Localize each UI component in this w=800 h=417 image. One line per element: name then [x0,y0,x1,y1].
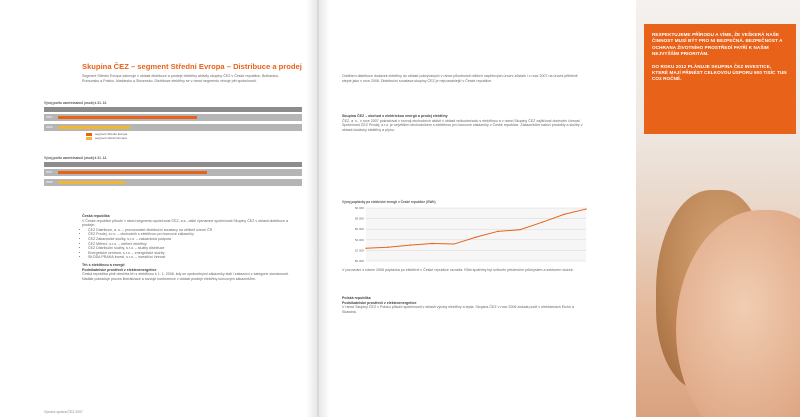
sub-heading: Trh s elektřinou a energií [82,262,125,267]
chart2-row-0 [44,169,302,176]
y-tick-label: 50 000 [354,259,364,263]
y-tick-label: 52 000 [354,248,364,253]
y-tick-label: 54 000 [354,237,364,242]
right-section-2 [342,114,588,132]
right-text-2: ČEZ, a. s., v roce 2007 pokračoval v rozvoji obchodních aktivit v oblasti velkoobchodu s elektřinou a v rámci Skupiny ČEZ zajišťoval obchodní činnost. Společnost ČEZ Prodej, s.r.o. je největším obchodníkem s elektřinou pro koncové zákazníky v České republice. Zákazníkům nabízí produkty a služby v oblasti dodávky elektřiny a plynu. [342,118,583,132]
list-item: • Energetické centrum, s.r.o. – energetické služby [88,251,296,256]
y-tick-label: 60 000 [354,206,364,210]
chart2-year-0: 2007 [46,170,53,174]
chart2-bar-1 [58,181,125,184]
highlight-text-1: RESPEKTUJEME PŘÍRODU A VÍME, ŽE VEŠKERÁ NAŠE ČINNOST MUSÍ BÝT PRO NI BEZPEČNÁ. BEZPEČNOST A OCHRANA ŽIVOTNÍHO PROSTŘEDÍ PATŘÍ K NAŠIM NEJVYŠŠÍM PRIORITÁM. [652,32,783,57]
plot-area [366,208,586,261]
legend-item-1: segment střední Evropa [86,136,127,140]
list-item: • ČEZ Zákaznické služby, s.r.o. – zákaznická podpora [88,237,296,242]
chart1-axis-band [44,107,302,112]
legend-item-0: segment Střední Evropa [86,132,127,136]
data-point [519,229,520,230]
right-heading-2: Skupina ČEZ – obchod s elektrickou energií a prodej elektřiny [342,114,448,118]
sub-heading-2: Podnikatelské prostředí v elektroenergetice [82,267,157,272]
y-tick-label: 58 000 [354,216,364,221]
chart2 [44,162,302,189]
list-item: • ČEZ Distribuce, a. s. – provozovatel distribuční soustavy na většině území ČR [88,228,296,233]
bullet-list [82,228,296,260]
chart2-bar-0 [58,171,207,174]
data-point [365,248,366,249]
chart1-row-1 [44,124,302,131]
right-heading-4: Polská republika [342,296,371,300]
right-text-1: Oddělení distribuce dodávek elektřiny do oblastí pokrývaných v rámci působnosti nižších napěťových úrovní zůstalo i v roce 2007 na úrovni přibližně stejné jako v roce 2006. Distribuční soustava skupiny ČEZ je nejrozsáhlejší v České republice. [342,74,578,83]
chart1-caption: Vývoj počtu zaměstnanců (osob) k 31. 12. [44,101,108,105]
chart1 [44,107,302,134]
data-point [453,243,454,244]
data-point [387,247,388,248]
chart2-year-1: 2006 [46,180,53,184]
highlight-box [644,24,796,134]
right-text-4: V rámci Skupiny ČEZ v Polsku působí společnosti v oblasti výroby elektřiny a tepla. Skupina ČEZ v roce 2006 získala podíl v elektrárnách Elcho a Skawina. [342,305,574,314]
section-heading: Česká republika [82,214,110,218]
data-point [409,244,410,245]
chart1-legend [86,132,127,141]
chart2-row-1 [44,179,302,186]
line-chart [342,205,592,265]
right-heading-4b: Podnikatelské prostředí v elektroenergetice [342,300,417,305]
y-tick-label: 56 000 [354,227,364,232]
data-point [585,208,586,209]
page-title: Skupina ČEZ – segment Střední Evropa – Distribuce a prodej [82,62,302,71]
chart2-axis-band [44,162,302,167]
chart1-year-1: 2006 [46,125,53,129]
footer: Výroční zpráva ČEZ 2007 [44,410,83,414]
data-point [563,214,564,215]
list-item: • SKODA PRAHA Invest, s.r.o. – investiční činnost [88,255,296,260]
chart1-bar-1 [58,126,130,129]
chart2-caption: Vývoj počtu zaměstnanců (osob) k 31. 12. [44,156,108,160]
intro-text: Segment Střední Evropa zahrnuje v oblasti distribuce a prodeje elektřiny aktivity skupiny ČEZ v České republice, Bulharsku, Rumunsku a Polsku. Maďarsko a Slovensko. Distribuce elektřiny se v rámci segmentu věnuje pět společností. [82,74,279,83]
highlight-text-2: DO ROKU 2012 PLÁNUJE SKUPINA ČEZ INVESTICE, KTERÉ MAJÍ PŘINÉST CELKOVOU ÚSPORU 900 TISÍC TUN CO2 ROČNĚ. [652,63,787,82]
section-intro: V České republice působí v rámci segmentu společnost ČEZ, a.s., další významné společnosti Skupiny ČEZ v oblasti distribuce a prodeje: [82,218,288,228]
right-section-4 [342,296,588,314]
data-point [431,243,432,244]
sub-text: Česká republika plně otevřela trh s elektřinou k 1. 1. 2006, kdy se oprávněnými zákazníky stali i zákazníci z kategorie domácností. Nadále pokračuje proces liberalizace a rozvoje konkurence v oblasti prodeje elektřiny koncovým zákazníkům. [82,272,289,281]
page-gutter [306,0,330,417]
chart1-bar-0 [58,116,197,119]
chart1-year-0: 2007 [46,115,53,119]
right-text-3: V porovnání s rokem 2006 poptávka po elektřině v České republice vzrostla. Růst spotřeby byl ovlivněn především průmyslem a sektorem služeb. [342,268,574,272]
data-point [541,222,542,223]
chart1-row-0 [44,114,302,121]
list-item: • ČEZ Distribuční služby, s.r.o. – služby distribuce [88,246,296,251]
list-item: • ČEZ Prodej, s.r.o. – obchodník s elektřinou pro koncové zákazníky [88,232,296,237]
list-item: • ČEZ Měření, s.r.o. – měření elektřiny [88,242,296,247]
line-chart-caption: Vývoj poptávky po elektrické energii v České republice (GWh) [342,200,436,204]
data-point [475,236,476,237]
left-section [82,214,296,281]
data-point [497,231,498,232]
